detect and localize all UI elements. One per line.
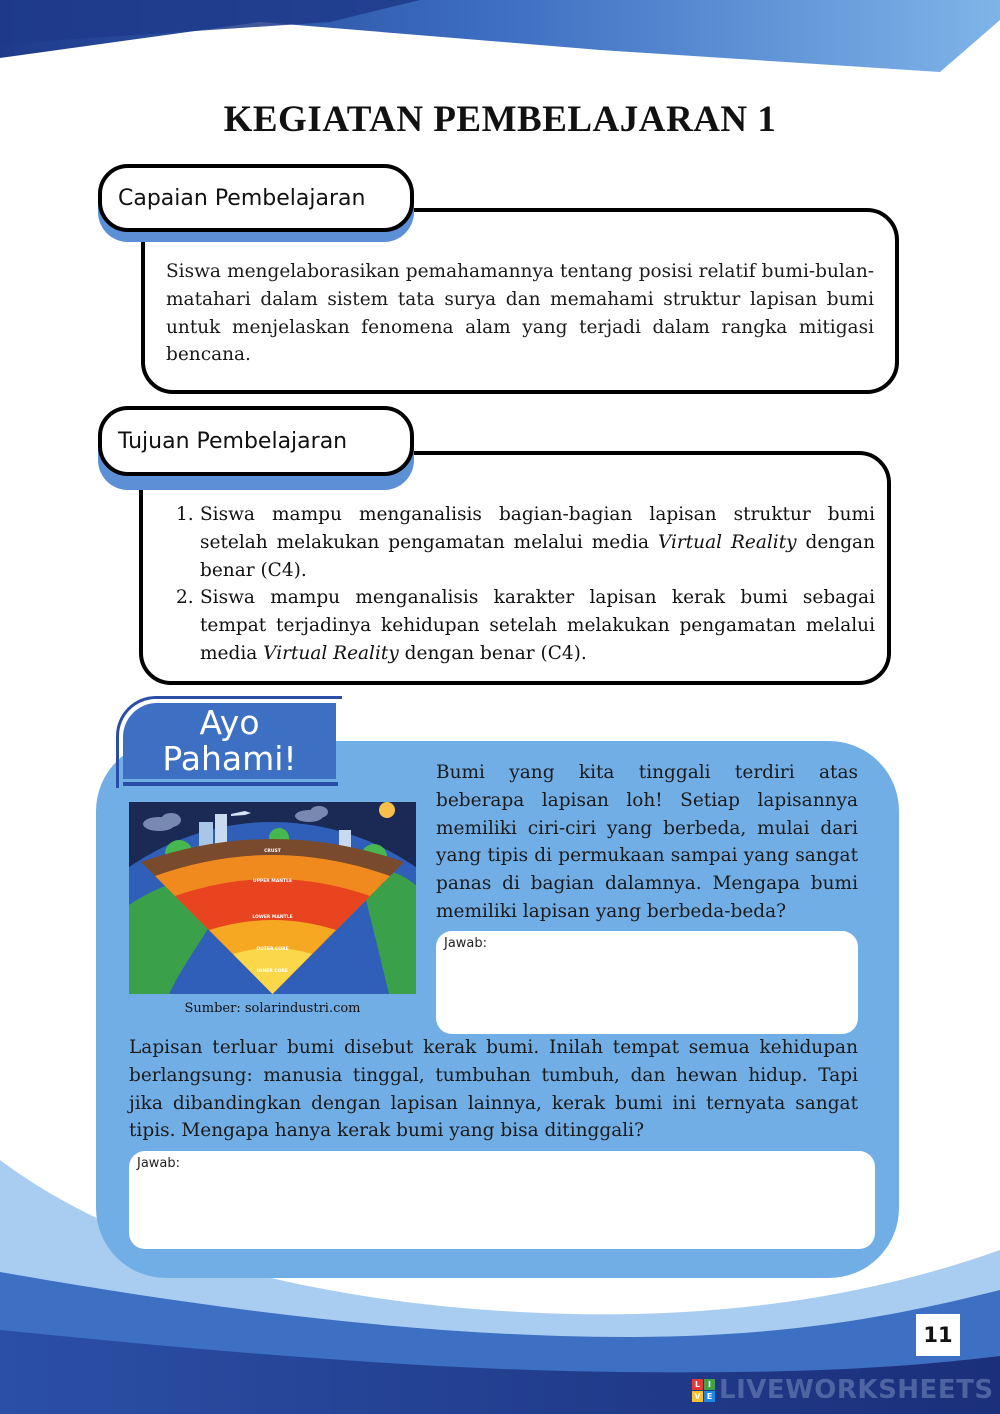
answer-1-label: Jawab: bbox=[444, 936, 488, 951]
ayo-line2: Pahami! bbox=[162, 739, 297, 778]
logo-letter: E bbox=[704, 1391, 715, 1402]
ayo-line1: Ayo bbox=[199, 703, 260, 742]
layer-label-upper-mantle: UPPER MANTLE bbox=[252, 879, 293, 884]
earth-layers-image bbox=[129, 802, 416, 994]
logo-letter: L bbox=[692, 1379, 703, 1390]
answer-2-label: Jawab: bbox=[137, 1156, 181, 1171]
tujuan-item-text: Siswa mampu menganalisis karakter lapisan kerak bumi sebagai tempat terjadinya kehidupan setelah melakukan pengamatan melalui media bbox=[200, 587, 875, 664]
tujuan-item-text: Siswa mampu menganalisis bagian-bagian lapisan struktur bumi setelah melakukan pengamatan melalui media bbox=[200, 504, 875, 553]
page-number: 11 bbox=[916, 1314, 960, 1356]
tujuan-item bbox=[176, 584, 875, 667]
liveworksheets-watermark bbox=[692, 1375, 994, 1405]
page-title: KEGIATAN PEMBELAJARAN 1 bbox=[223, 99, 777, 140]
tujuan-list bbox=[176, 501, 875, 668]
layer-label-outer-core: OUTER CORE bbox=[256, 947, 289, 952]
tujuan-item-number: 2. bbox=[176, 587, 194, 609]
tujuan-item-number: 1. bbox=[176, 504, 194, 525]
tujuan-item bbox=[176, 501, 875, 584]
question-1-text: Bumi yang kita tinggali terdiri atas beberapa lapisan loh! Setiap lapisannya memiliki ciri-ciri yang berbeda, mulai dari yang tipis di permukaan sampai yang sangat panas di bagian dalamnya. Mengapa bumi memiliki lapisan yang berbeda-beda? bbox=[436, 762, 858, 922]
answer-1-field[interactable] bbox=[436, 931, 858, 1034]
layer-label-lower-mantle: LOWER MANTLE bbox=[252, 915, 293, 920]
logo-letter: I bbox=[704, 1379, 715, 1390]
question-2-text: Lapisan terluar bumi disebut kerak bumi. Inilah tempat semua kehidupan berlangsung: manusia tinggal, tumbuhan tumbuh, dan hewan hidup. Tapi jika dibandingkan dengan lapisan lainnya, kerak bumi ini ternyata sangat tipis. Mengapa hanya kerak bumi yang bisa ditinggali? bbox=[129, 1037, 858, 1142]
layer-label-inner-core: INNER CORE bbox=[257, 969, 288, 974]
answer-2-field[interactable] bbox=[129, 1151, 875, 1249]
capaian-text: Siswa mengelaborasikan pemahamannya tentang posisi relatif bumi-bulan-matahari dalam sistem tata surya dan memahami struktur lapisan bumi untuk menjelaskan fenomena alam yang terjadi dalam rangka mitigasi bencana. bbox=[166, 261, 874, 366]
ayo-pahami-underline bbox=[123, 782, 338, 786]
layer-label-crust: CRUST bbox=[264, 849, 281, 854]
tujuan-item-text-end: dengan benar (C4). bbox=[200, 531, 875, 581]
tujuan-item-italic: Virtual Reality bbox=[263, 642, 399, 664]
image-caption: Sumber: solarindustri.com bbox=[184, 1001, 361, 1016]
tujuan-heading: Tujuan Pembelajaran bbox=[98, 406, 414, 476]
liveworksheets-text: LIVEWORKSHEETS bbox=[719, 1375, 994, 1405]
logo-letter: V bbox=[692, 1391, 703, 1402]
tujuan-item-italic: Virtual Reality bbox=[657, 531, 797, 553]
liveworksheets-logo-icon bbox=[692, 1379, 715, 1402]
tujuan-item-text-end: dengan benar (C4). bbox=[398, 642, 587, 664]
ayo-pahami-label bbox=[123, 703, 336, 779]
capaian-heading: Capaian Pembelajaran bbox=[98, 164, 414, 232]
